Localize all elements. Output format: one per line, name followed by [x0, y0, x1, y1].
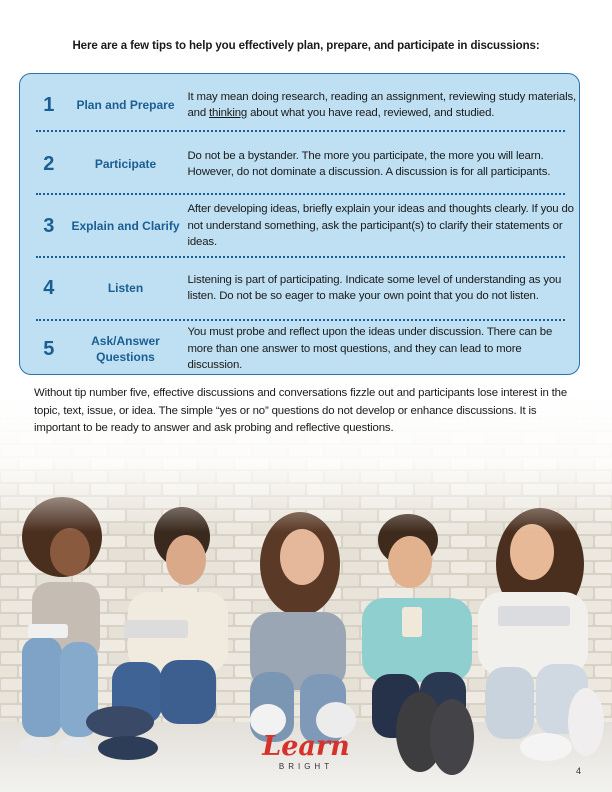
- tip-number: 1: [43, 93, 55, 116]
- tip-row: [20, 80, 579, 130]
- tip-text: After developing ideas, briefly explain your ideas and thoughts clearly. If you do not understand something, ask the participant(s) to clarify their statements or ideas.: [187, 203, 574, 249]
- tip-text: Do not be a bystander. The more you participate, the more you will learn. However, do not dominate a discussion. A discussion is for all participants.: [187, 149, 551, 178]
- dotted-divider: [36, 319, 565, 321]
- tip-number: 2: [43, 152, 55, 175]
- learn-bright-logo: [246, 732, 366, 780]
- tip-number: 3: [43, 214, 55, 237]
- tip-text: Listening is part of participating. Indicate some level of understanding as you listen. Do not be so eager to make your own point that you do not listen.: [187, 273, 562, 302]
- tip-row: [20, 262, 579, 314]
- tip-title: Ask/Answer Questions: [91, 334, 160, 364]
- outro-paragraph: Without tip number five, effective discussions and conversations fizzle out and participants lose interest in the topic, text, issue, or idea. The simple “yes or no” questions do not develop or enhance discussions. It is important to be ready to answer and ask probing and reflective questions.: [34, 387, 568, 434]
- page-heading: Here are a few tips to help you effectively plan, prepare, and participate in discussions:: [72, 40, 540, 52]
- tip-text: [187, 89, 579, 122]
- page-number: 4: [576, 766, 582, 776]
- tip-row: [20, 138, 579, 190]
- dotted-divider: [36, 130, 565, 132]
- tip-row: [20, 198, 579, 254]
- logo-word-bright: BRIGHT: [278, 762, 334, 771]
- logo-word-learn: Learn: [262, 731, 350, 762]
- tip-number: 4: [43, 276, 55, 299]
- tip-text-part: It may mean doing research, reading an assignment, reviewing study materials, and: [187, 90, 577, 119]
- dotted-divider: [36, 256, 565, 258]
- tip-title: Participate: [94, 157, 157, 171]
- tip-title: Listen: [107, 281, 144, 295]
- tip-number: 5: [43, 337, 55, 360]
- tip-text-part: about what you have read, reviewed, and studied.: [247, 107, 495, 119]
- tip-title: Explain and Clarify: [71, 219, 180, 233]
- tip-text: You must probe and reflect upon the ideas under discussion. There can be more than one answer to most questions, and they can lead to more discussion.: [187, 326, 553, 372]
- dotted-divider: [36, 193, 565, 195]
- underlined-word: thinking: [209, 107, 248, 119]
- tip-title: Plan and Prepare: [76, 98, 175, 112]
- tip-row: [20, 326, 579, 372]
- tips-box: [19, 73, 580, 375]
